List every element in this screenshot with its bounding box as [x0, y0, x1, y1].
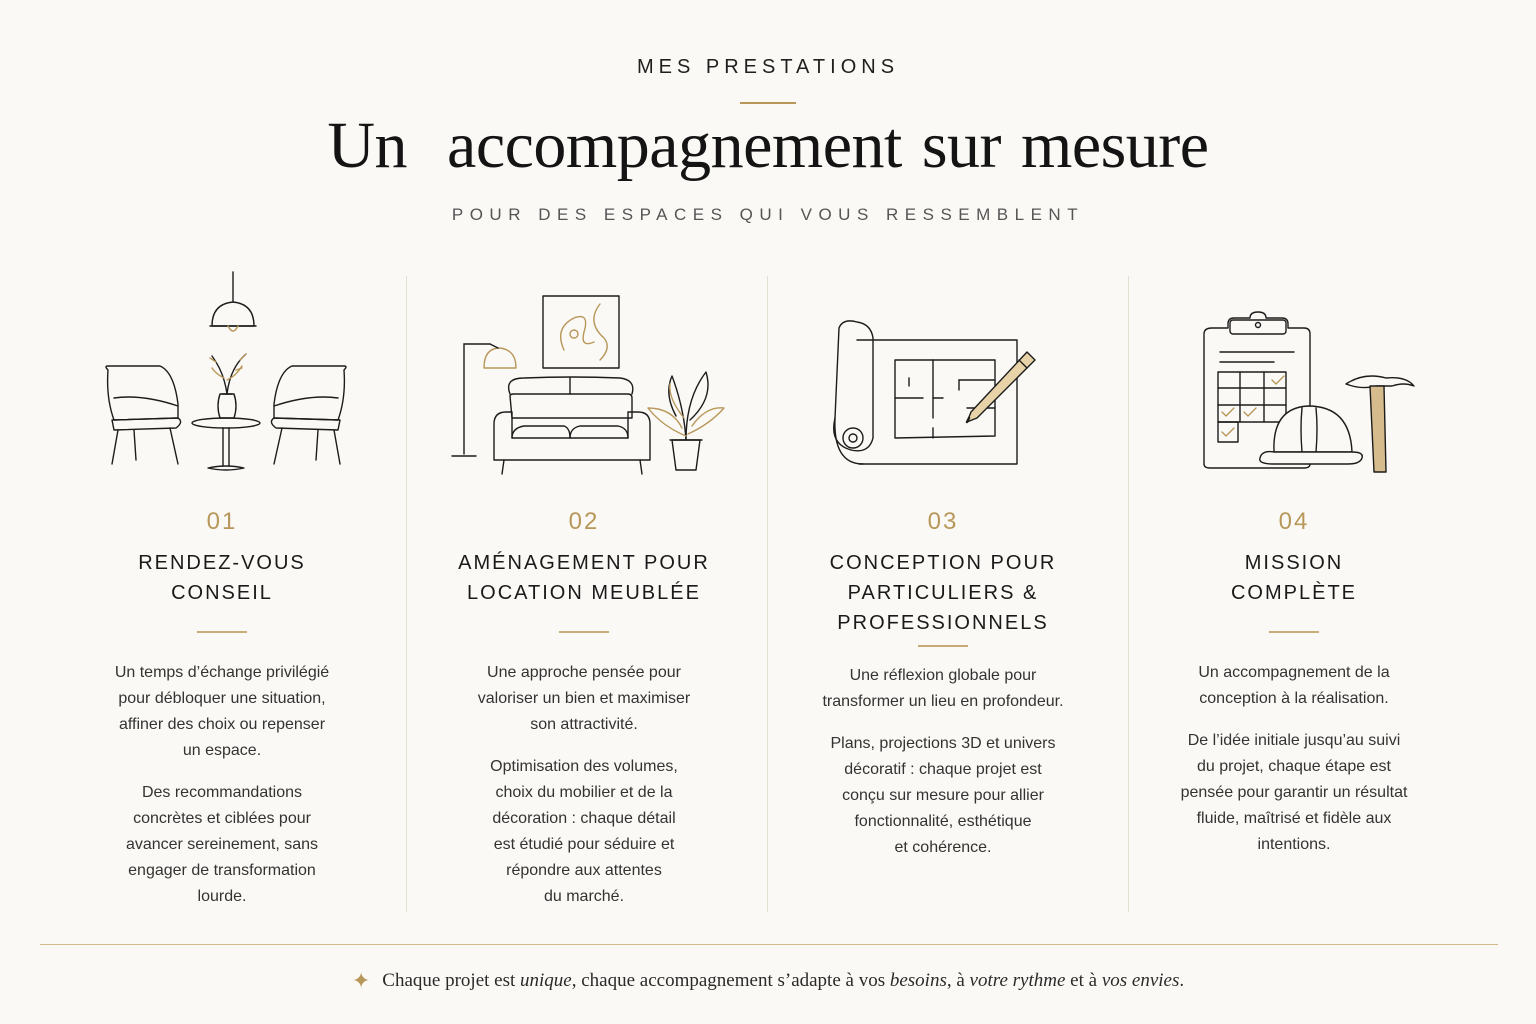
- page-title: Un accompagnement sur mesure: [327, 109, 1209, 182]
- clipboard-helmet-hammer-illustration: [1124, 268, 1464, 488]
- service-number: 04: [1278, 508, 1310, 535]
- service-card-conception: [773, 268, 1113, 918]
- service-rule: [1269, 631, 1319, 633]
- column-divider: [767, 276, 768, 912]
- eyebrow-rule: [740, 102, 796, 104]
- service-rule: [197, 631, 247, 633]
- service-title: MISSION COMPLÈTE: [1230, 552, 1358, 604]
- service-card-mission-complete: [1124, 268, 1464, 918]
- service-number: 03: [927, 508, 959, 535]
- service-rule: [918, 645, 968, 647]
- service-card-rendez-vous: [52, 268, 392, 918]
- service-title: RENDEZ-VOUS CONSEIL: [138, 552, 306, 604]
- column-divider: [406, 276, 407, 912]
- service-description: Un temps d’échange privilégié pour débloquer une situation, affiner des choix ou repenser un espace. Des recommandations concrètes et ciblées pour avancer sereinement, sans engager de transformation lourde.: [114, 664, 330, 905]
- service-number: 01: [206, 508, 238, 535]
- lounge-chairs-illustration: [52, 268, 392, 488]
- footer-tagline: ✦ Chaque projet est unique, chaque accompagnement s’adapte à vos besoins, à votre rythme et à vos envies.: [351, 968, 1185, 993]
- service-rule: [559, 631, 609, 633]
- sparkle-icon: ✦: [351, 968, 371, 993]
- footer-rule: [40, 944, 1498, 945]
- page-subtitle: POUR DES ESPACES QUI VOUS RESSEMBLENT: [451, 205, 1085, 224]
- service-number: 02: [568, 508, 600, 535]
- service-description: Un accompagnement de la conception à la réalisation. De l’idée initiale jusqu’au suivi du projet, chaque étape est pensée pour garantir un résultat fluide, maîtrisé et fidèle aux intentions.: [1180, 664, 1408, 853]
- blueprint-pencil-illustration: [773, 268, 1113, 488]
- sofa-living-room-illustration: [414, 268, 754, 488]
- service-card-location-meublee: [414, 268, 754, 918]
- section-eyebrow: MES PRESTATIONS: [636, 56, 900, 78]
- service-title: CONCEPTION POUR PARTICULIERS & PROFESSIONNELS: [829, 552, 1057, 634]
- service-title: AMÉNAGEMENT POUR LOCATION MEUBLÉE: [458, 552, 710, 604]
- service-description: Une approche pensée pour valoriser un bien et maximiser son attractivité. Optimisation des volumes, choix du mobilier et de la décoration : chaque détail est étudié pour séduire et répondre aux attentes du marché.: [477, 664, 691, 905]
- service-description: Une réflexion globale pour transformer un lieu en profondeur. Plans, projections 3D et univers décoratif : chaque projet est conçu sur mesure pour allier fonctionnalité, esthétique et cohérence.: [822, 667, 1064, 856]
